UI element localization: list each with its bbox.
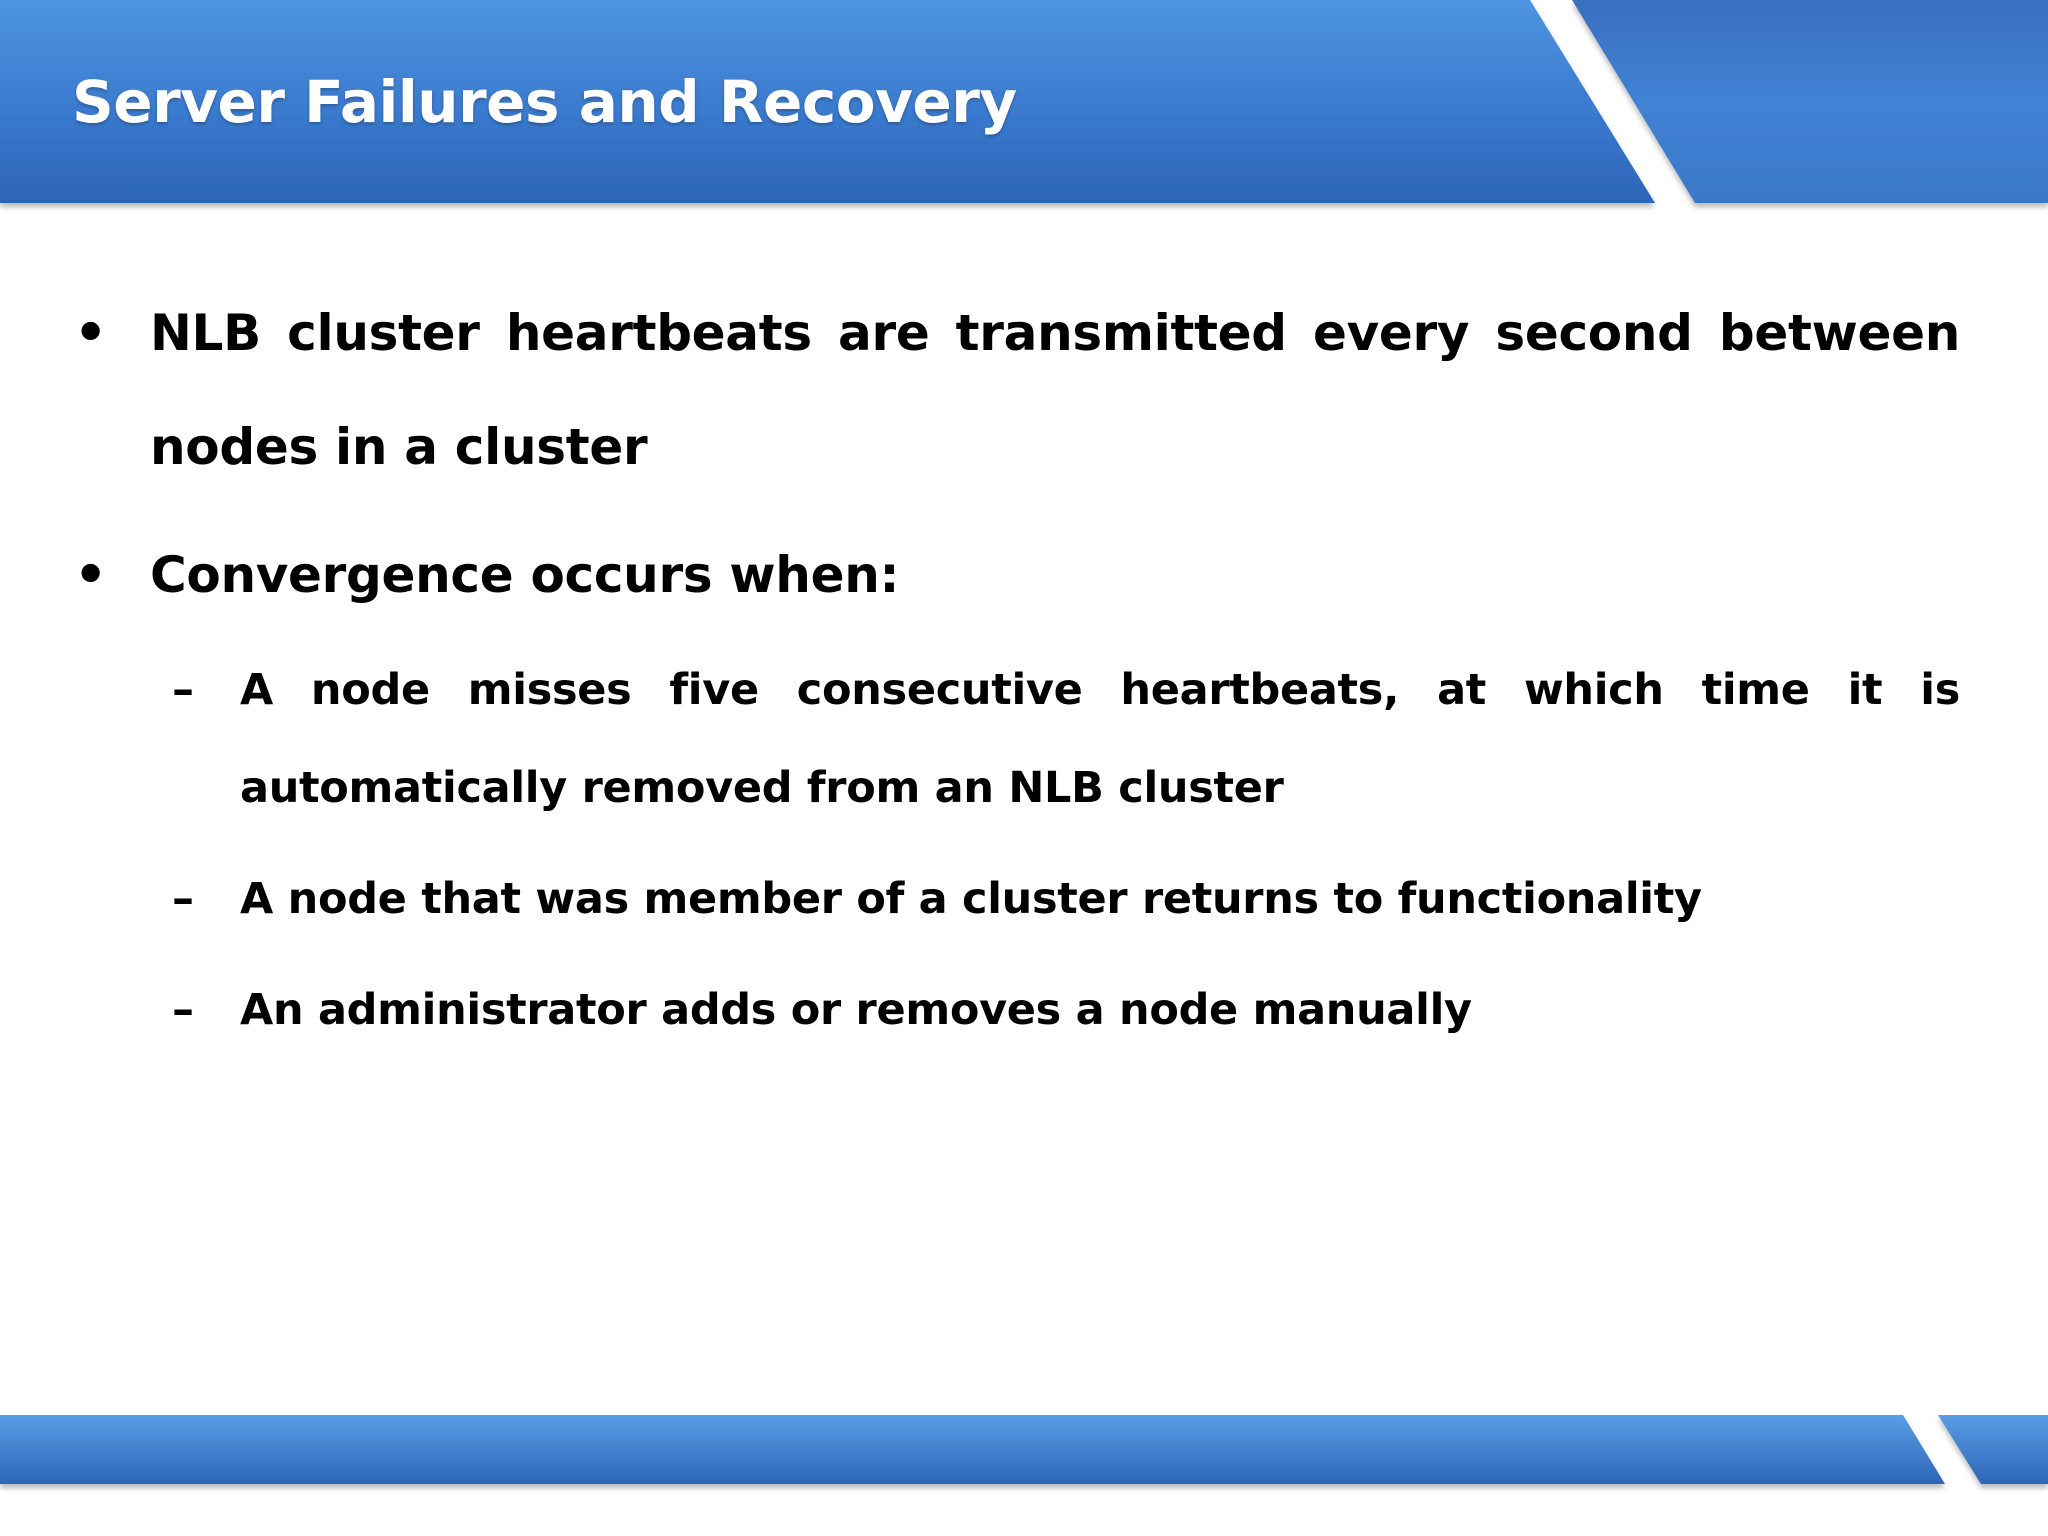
bullet-marker: •	[74, 303, 108, 363]
sub-bullet-marker: –	[172, 984, 194, 1035]
sub-bullet-text: An administrator adds or removes a node manually	[240, 985, 1472, 1035]
slide-title: Server Failures and Recovery	[72, 68, 1017, 136]
bullet-text: Convergence occurs when:	[150, 546, 900, 604]
sub-bullet-marker: –	[172, 873, 194, 924]
bullet-text: NLB cluster heartbeats are transmitted every second between nodes in a cluster	[150, 304, 1960, 476]
bullet-marker: •	[74, 545, 108, 605]
sub-bullet-text: A node that was member of a cluster returns to functionality	[240, 874, 1702, 924]
footer-accent	[1938, 1415, 2048, 1484]
header-accent	[1572, 0, 2048, 203]
sub-bullet-text: A node misses five consecutive heartbeats, at which time it is automatically removed from an NLB cluster	[240, 665, 1960, 813]
sub-bullet-marker: –	[172, 664, 194, 715]
footer-band	[0, 1415, 1945, 1484]
